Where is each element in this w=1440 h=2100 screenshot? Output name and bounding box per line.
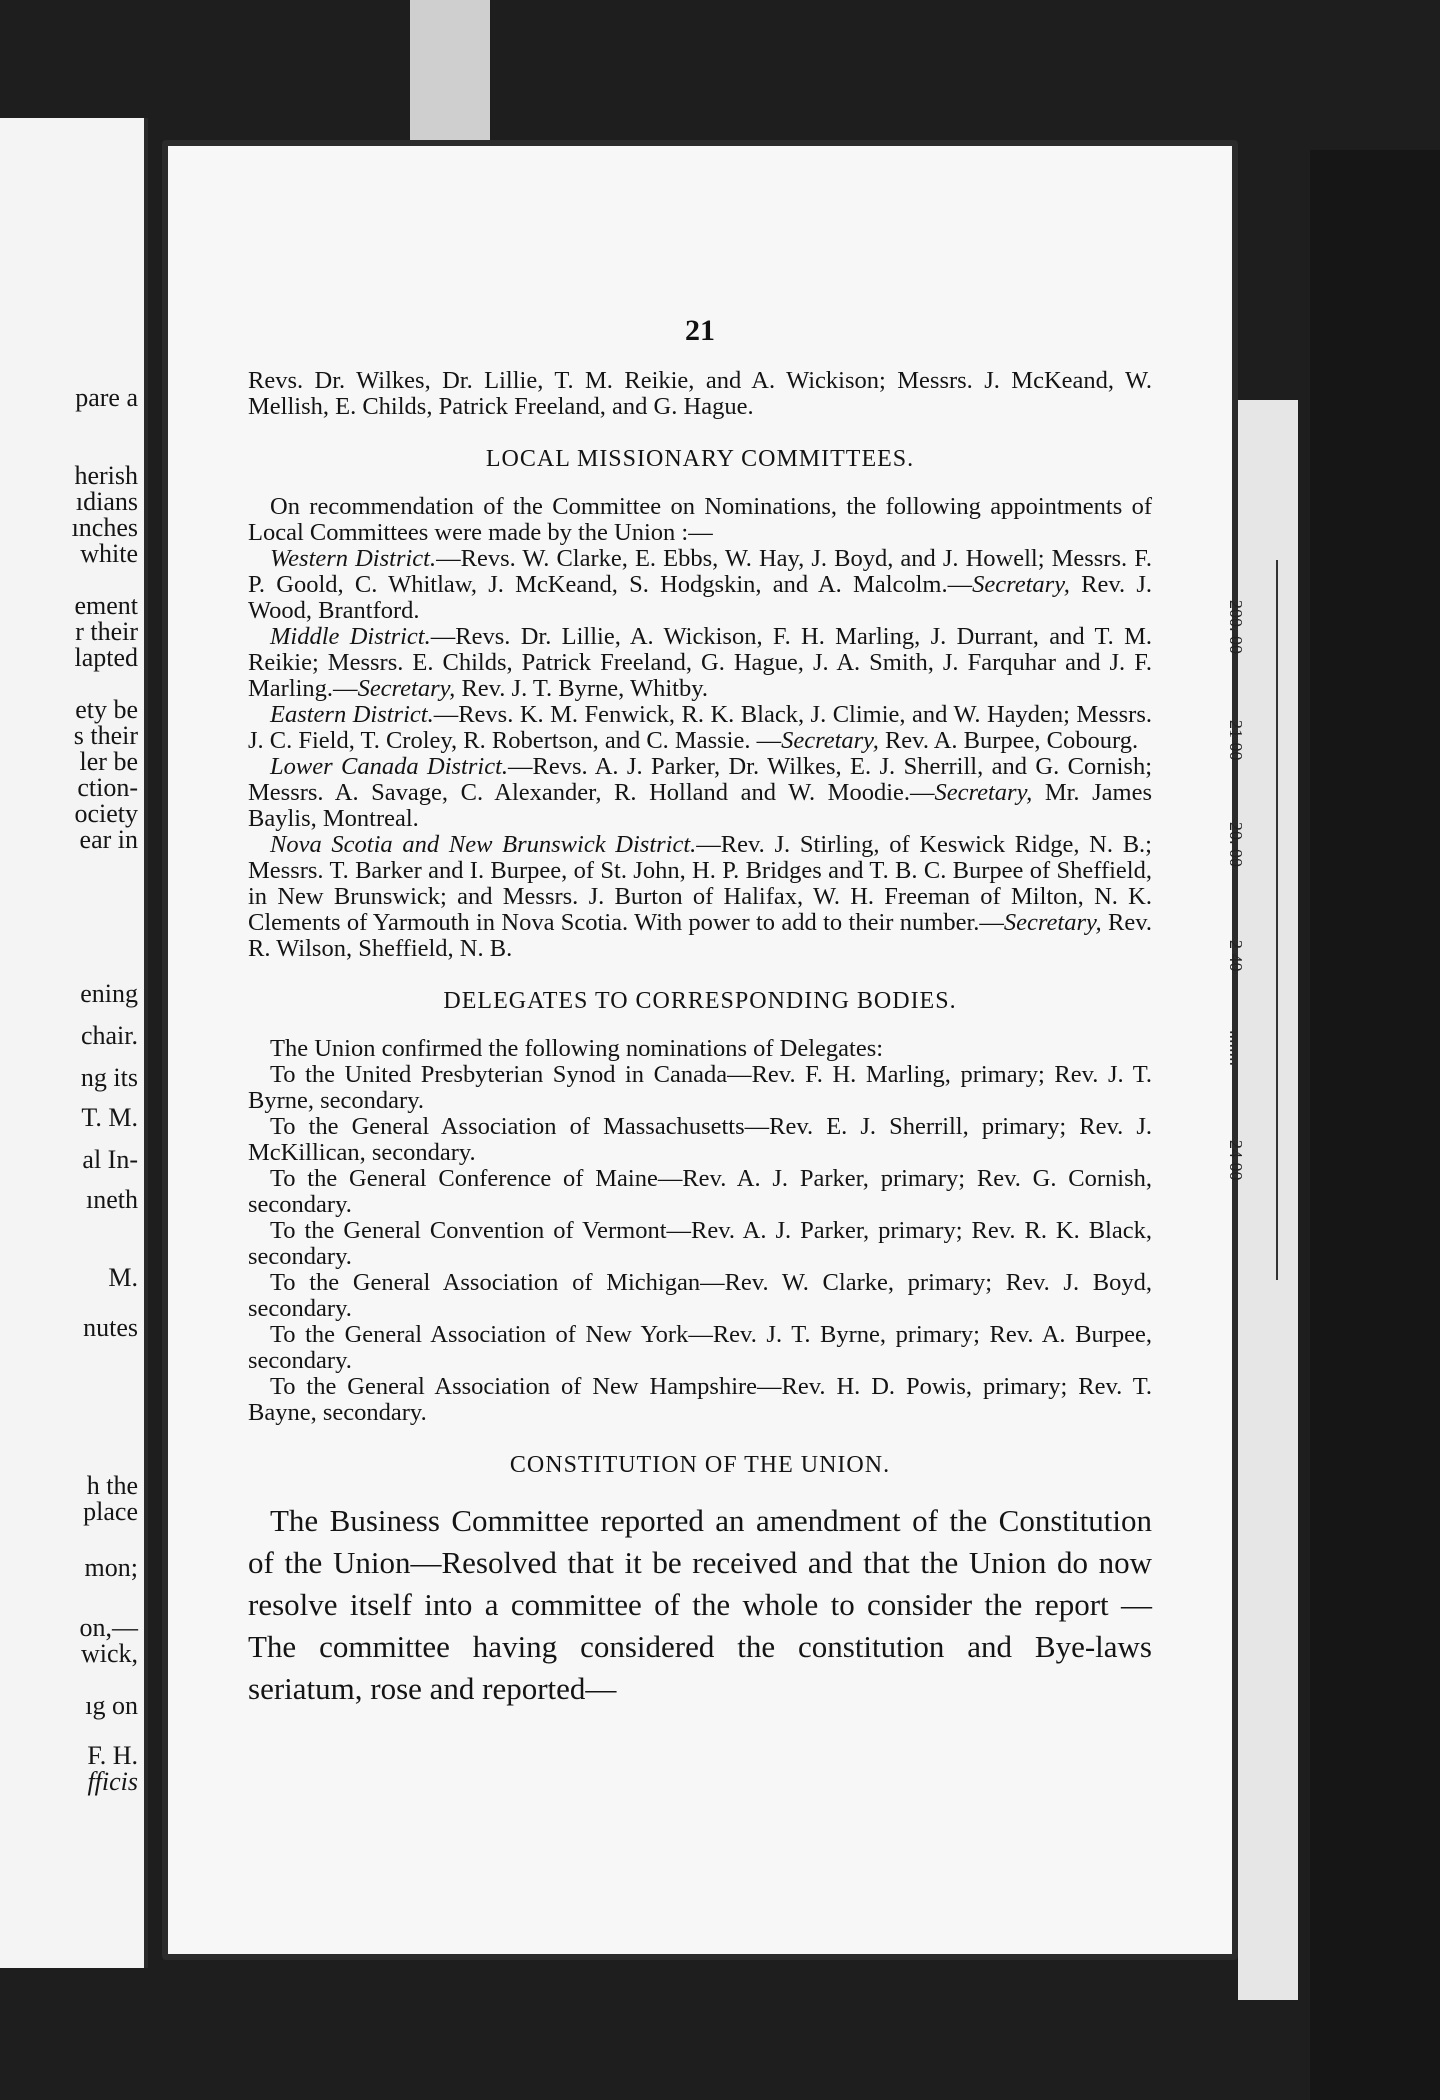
secretary-label: Secretary, — [781, 727, 879, 754]
left-fragment: ement — [74, 591, 138, 620]
left-fragment: ler be — [79, 747, 138, 776]
district-members: —Revs. Dr. Lillie, A. Wickison, F. H. Marling, J. Durrant, and T. M. Reikie; Messrs. E. Childs, Patrick Freeland, G. Hague, J. A. Smith, J. Farquhar and J. F. Marling.— — [248, 623, 1153, 702]
right-edge-fragment: 20. 00 — [1226, 822, 1246, 867]
left-fragment: wick, — [80, 1639, 138, 1668]
left-fragment: ction- — [77, 773, 138, 802]
left-fragment: ınches — [71, 513, 138, 542]
district-entry — [248, 832, 1152, 962]
delegate-entry: To the General Conference of Maine—Rev. A. J. Parker, primary; Rev. G. Cornish, secondary. — [248, 1165, 1152, 1218]
district-entry — [248, 624, 1152, 702]
left-fragment: ociety — [74, 799, 138, 828]
secretary-name: Mr. James Baylis, Montreal. — [248, 779, 1152, 832]
delegate-entry: To the United Presbyterian Synod in Canada—Rev. F. H. Marling, primary; Rev. J. T. Byrne, secondary. — [248, 1061, 1152, 1114]
left-fragment: pare a — [75, 383, 138, 412]
secretary-name: Rev. J. Wood, Brantford. — [248, 571, 1152, 624]
right-edge-fragment: 21 00 — [1226, 720, 1246, 761]
district-name: Nova Scotia and New Brunswick District. — [270, 831, 697, 858]
book-page — [162, 140, 1238, 1960]
left-fragment: white — [80, 539, 138, 568]
constitution-heading: CONSTITUTION OF THE UNION. — [509, 1452, 891, 1478]
district-members: —Revs. W. Clarke, E. Ebbs, W. Hay, J. Boyd, and J. Howell; Messrs. F. P. Goold, C. Whitlaw, J. McKeand, S. Hodgskin, and A. Malcolm.— — [248, 545, 1152, 598]
delegates-intro: The Union confirmed the following nominations of Delegates: — [270, 1035, 884, 1062]
left-fragment: F. H. — [87, 1741, 138, 1770]
district-members: —Rev. J. Stirling, of Keswick Ridge, N. B.; Messrs. T. Barker and I. Burpee, of St. John, H. P. Bridges and T. B. C. Burpee of Sheffield, in New Brunswick; and Messrs. J. Burton of Halifax, W. H. Freeman of Milton, N. K. Clements of Yarmouth in Nova Scotia. With power to add to their number.— — [248, 831, 1152, 936]
delegates-heading: DELEGATES TO CORRESPONDING BODIES. — [443, 988, 957, 1014]
delegate-entry: To the General Association of Michigan—Rev. W. Clarke, primary; Rev. J. Boyd, secondary. — [248, 1269, 1152, 1322]
left-fragment: on,— — [79, 1613, 138, 1642]
left-fragment: ıneth — [86, 1185, 138, 1214]
constitution-paragraph: The Business Committee reported an amendment of the Constitution of the Union—Resolved that it be received and that the Union do now resolve itself into a committee of the whole to consider the report — The committee having considered the constitution and Bye-laws seriatum, rose and reported— — [248, 1503, 1152, 1706]
left-fragment: ening — [80, 979, 138, 1008]
secretary-label: Secretary, — [934, 779, 1033, 806]
secretary-label: Secretary, — [1003, 909, 1102, 936]
right-edge-fragment: 200. 00 — [1226, 600, 1246, 654]
district-members: —Revs. K. M. Fenwick, R. K. Black, J. Climie, and W. Hayden; Messrs. J. C. Field, T. Croley, R. Robertson, and C. Massie. — — [248, 701, 1152, 754]
left-fragment: M. — [108, 1263, 138, 1292]
district-members: —Revs. A. J. Parker, Dr. Wilkes, E. J. Sherrill, and G. Cornish; Messrs. A. Savage, C. Alexander, R. Holland and W. Moodie.— — [248, 753, 1152, 806]
left-fragment: ıdians — [75, 487, 138, 516]
district-entry — [248, 702, 1152, 754]
left-facing-page — [0, 118, 148, 1968]
left-fragment: ıg on — [85, 1691, 138, 1720]
secretary-name: Rev. A. Burpee, Cobourg. — [878, 727, 1139, 754]
left-fragment: chair. — [80, 1021, 138, 1050]
left-fragment: nutes — [83, 1313, 138, 1342]
district-name: Middle District. — [270, 623, 431, 650]
district-entry — [248, 546, 1152, 624]
opening-paragraph: Revs. Dr. Wilkes, Dr. Lillie, T. M. Reikie, and A. Wickison; Messrs. J. McKeand, W. Mellish, E. Childs, Patrick Freeland, and G. Hague. — [248, 367, 1152, 420]
delegate-entry: To the General Convention of Vermont—Rev. A. J. Parker, primary; Rev. R. K. Black, secondary. — [248, 1217, 1152, 1270]
local-committees-heading: LOCAL MISSIONARY COMMITTEES. — [485, 446, 915, 472]
district-name: Western District. — [270, 545, 437, 572]
district-entry — [248, 754, 1152, 832]
left-fragment: ety be — [75, 695, 138, 724]
book-spine — [1310, 150, 1440, 2100]
left-fragment: T. M. — [81, 1103, 138, 1132]
right-edge-fragment: 24 00 — [1226, 1140, 1246, 1181]
secretary-name: Rev. R. Wilson, Sheffield, N. B. — [248, 909, 1152, 962]
left-fragment: s their — [73, 721, 138, 750]
secretary-label: Secretary, — [972, 571, 1070, 598]
left-fragment: mon; — [84, 1553, 138, 1582]
page-number: 21 — [685, 314, 715, 347]
left-fragment: ng its — [80, 1063, 138, 1092]
right-edge-fragment: 2 40 — [1226, 940, 1246, 972]
left-fragment: al In- — [82, 1145, 138, 1174]
left-fragment: h the — [86, 1471, 138, 1500]
secretary-label: Secretary, — [357, 675, 456, 702]
delegate-entry: To the General Association of New Hampshire—Rev. H. D. Powis, primary; Rev. T. Bayne, secondary. — [248, 1373, 1152, 1426]
district-name: Lower Canada District. — [270, 753, 509, 780]
local-committees-intro: On recommendation of the Committee on Nominations, the following appointments of Local Committees were made by the Union :— — [248, 493, 1152, 546]
district-name: Eastern District. — [270, 701, 434, 728]
left-fragment: fficis — [87, 1767, 138, 1796]
delegate-entry: To the General Association of New York—Rev. J. T. Byrne, primary; Rev. A. Burpee, secondary. — [248, 1321, 1152, 1374]
left-fragment: r their — [75, 617, 138, 646]
right-edge-fragment: ........ — [1226, 1030, 1246, 1066]
page-text — [248, 368, 1152, 1710]
delegate-entry: To the General Association of Massachusetts—Rev. E. J. Sherrill, primary; Rev. J. McKillican, secondary. — [248, 1113, 1152, 1166]
left-fragment: herish — [74, 461, 138, 490]
binding-top — [410, 0, 490, 150]
left-fragment: ear in — [79, 825, 138, 854]
left-fragment: lapted — [74, 643, 138, 672]
secretary-name: Rev. J. T. Byrne, Whitby. — [455, 675, 709, 702]
left-fragment: place — [83, 1497, 138, 1526]
